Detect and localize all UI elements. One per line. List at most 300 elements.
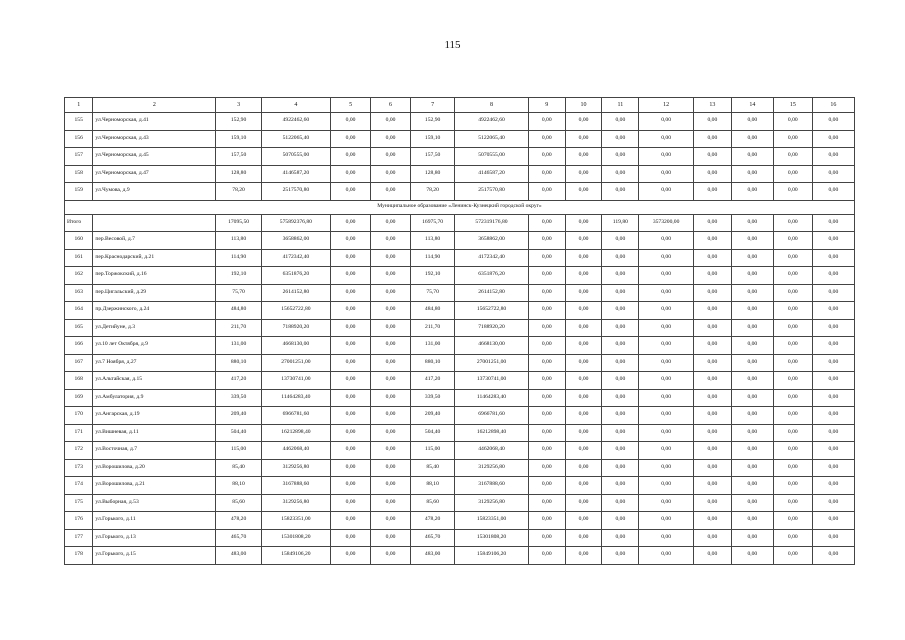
table-cell: 0,00 xyxy=(565,529,602,547)
table-cell: 15301808,20 xyxy=(455,529,529,547)
table-cell: 0,00 xyxy=(528,512,565,530)
table-cell: 0,00 xyxy=(773,459,812,477)
table-cell: 160 xyxy=(65,232,93,250)
table-cell: 0,00 xyxy=(331,214,371,232)
table-cell: 0,00 xyxy=(693,302,731,320)
table-cell: 6966781,60 xyxy=(455,407,529,425)
table-cell: 0,00 xyxy=(693,494,731,512)
table-cell: 0,00 xyxy=(331,130,371,148)
table-cell: 0,00 xyxy=(639,165,694,183)
address-cell: ул.7 Ноября, д.27 xyxy=(93,354,216,372)
table-cell: 8 xyxy=(455,98,529,113)
table-cell: 880,10 xyxy=(216,354,261,372)
table-cell: 0,00 xyxy=(693,512,731,530)
table-cell: 2517570,80 xyxy=(261,183,330,201)
table-cell: 0,00 xyxy=(528,494,565,512)
table-cell: 12 xyxy=(639,98,694,113)
table-cell: 0,00 xyxy=(731,113,773,131)
table-cell: 483,00 xyxy=(411,547,455,565)
table-cell: 0,00 xyxy=(565,113,602,131)
table-cell: 0,00 xyxy=(331,424,371,442)
table-cell: 0,00 xyxy=(812,424,854,442)
table-cell: 0,00 xyxy=(731,249,773,267)
address-cell: ул.Горького, д.11 xyxy=(93,512,216,530)
table-cell: 0,00 xyxy=(331,113,371,131)
table-cell: 0,00 xyxy=(731,354,773,372)
table-cell: 4462068,40 xyxy=(455,442,529,460)
table-cell: 880,10 xyxy=(411,354,455,372)
table-row xyxy=(65,232,855,250)
section-title: Муниципальное образование «Ленинск-Кузнецкий городской округ» xyxy=(65,200,855,214)
table-cell: 504,40 xyxy=(216,424,261,442)
table-cell: 156 xyxy=(65,130,93,148)
header-row xyxy=(65,98,855,113)
table-row xyxy=(65,442,855,460)
table-cell: 0,00 xyxy=(331,459,371,477)
table-cell: 0,00 xyxy=(693,113,731,131)
table-cell: 0,00 xyxy=(731,512,773,530)
table-cell: 0,00 xyxy=(371,183,411,201)
table-cell: 0,00 xyxy=(565,267,602,285)
table-cell: 173 xyxy=(65,459,93,477)
table-cell: 0,00 xyxy=(331,547,371,565)
table-cell: 78,20 xyxy=(216,183,261,201)
table-row xyxy=(65,354,855,372)
table-cell: 0,00 xyxy=(602,284,639,302)
table-cell: 0,00 xyxy=(371,442,411,460)
table-row xyxy=(65,284,855,302)
table-cell: 0,00 xyxy=(773,232,812,250)
page-number: 115 xyxy=(444,39,461,51)
table-cell: 0,00 xyxy=(693,232,731,250)
table-cell: 0,00 xyxy=(528,354,565,372)
table-cell: 0,00 xyxy=(693,267,731,285)
table-cell: 6351876,20 xyxy=(261,267,330,285)
table-cell: 0,00 xyxy=(528,407,565,425)
table-cell: Итого xyxy=(65,214,93,232)
table-row xyxy=(65,130,855,148)
table-cell: 0,00 xyxy=(565,459,602,477)
table-cell: 0,00 xyxy=(693,407,731,425)
table-cell: 0,00 xyxy=(371,319,411,337)
address-cell: ул.Вишневая, д.11 xyxy=(93,424,216,442)
address-cell: ул.Ангарская, д.19 xyxy=(93,407,216,425)
table-cell: 0,00 xyxy=(812,249,854,267)
address-cell: ул.Выборная, д.53 xyxy=(93,494,216,512)
table-cell: 417,20 xyxy=(216,372,261,390)
table-cell: 0,00 xyxy=(812,372,854,390)
table-cell: 0,00 xyxy=(773,130,812,148)
table-cell: 0,00 xyxy=(731,442,773,460)
table-cell: 0,00 xyxy=(528,130,565,148)
table-cell: 0,00 xyxy=(528,477,565,495)
table-cell: 88,10 xyxy=(411,477,455,495)
table-cell: 161 xyxy=(65,249,93,267)
table-cell: 171 xyxy=(65,424,93,442)
table-cell: 172 xyxy=(65,442,93,460)
address-cell: пер.Краснодарский, д.21 xyxy=(93,249,216,267)
table-cell: 0,00 xyxy=(693,442,731,460)
table-cell: 0,00 xyxy=(331,354,371,372)
table-cell: 0,00 xyxy=(773,183,812,201)
address-cell: ул.Восточная, д.7 xyxy=(93,442,216,460)
table-cell: 0,00 xyxy=(731,459,773,477)
table-cell: 0,00 xyxy=(602,319,639,337)
table-cell: 0,00 xyxy=(773,372,812,390)
table-cell: 0,00 xyxy=(812,113,854,131)
table-cell: 0,00 xyxy=(331,442,371,460)
table-cell: 166 xyxy=(65,337,93,355)
table-cell: 3658862,00 xyxy=(261,232,330,250)
table-cell: 0,00 xyxy=(812,529,854,547)
table-cell: 0,00 xyxy=(693,214,731,232)
table-cell: 575892376,80 xyxy=(261,214,330,232)
table-cell: 0,00 xyxy=(331,284,371,302)
table-cell: 159,10 xyxy=(411,130,455,148)
table-cell: 15823351,00 xyxy=(261,512,330,530)
table-cell: 0,00 xyxy=(528,424,565,442)
table-cell: 0,00 xyxy=(602,529,639,547)
table-cell: 0,00 xyxy=(331,407,371,425)
table-cell: 0,00 xyxy=(371,494,411,512)
table-cell: 162 xyxy=(65,267,93,285)
table-cell: 11 xyxy=(602,98,639,113)
table-cell: 2517570,80 xyxy=(455,183,529,201)
table-cell: 15652722,80 xyxy=(261,302,330,320)
table-cell: 0,00 xyxy=(371,529,411,547)
table-cell: 0,00 xyxy=(565,442,602,460)
table-cell: 0,00 xyxy=(812,232,854,250)
table-cell: 0,00 xyxy=(731,148,773,166)
table-cell: 157 xyxy=(65,148,93,166)
table-cell: 0,00 xyxy=(602,372,639,390)
table-cell: 0,00 xyxy=(602,547,639,565)
table-cell: 168 xyxy=(65,372,93,390)
table-cell: 4146587,20 xyxy=(455,165,529,183)
table-cell: 0,00 xyxy=(371,372,411,390)
table-cell: 0,00 xyxy=(773,249,812,267)
table-cell: 0,00 xyxy=(639,494,694,512)
table-row xyxy=(65,183,855,201)
table-cell: 0,00 xyxy=(693,389,731,407)
table-cell: 152,90 xyxy=(216,113,261,131)
table-cell: 7188920,20 xyxy=(455,319,529,337)
table-cell: 0,00 xyxy=(812,477,854,495)
table-cell: 0,00 xyxy=(773,113,812,131)
table-cell: 0,00 xyxy=(602,459,639,477)
table-cell: 0,00 xyxy=(565,494,602,512)
table-cell: 0,00 xyxy=(528,319,565,337)
table-cell: 0,00 xyxy=(693,148,731,166)
table-cell: 504,40 xyxy=(411,424,455,442)
table-cell: 163 xyxy=(65,284,93,302)
table-cell: 0,00 xyxy=(731,165,773,183)
table-cell: 0,00 xyxy=(528,547,565,565)
table-cell: 0,00 xyxy=(693,183,731,201)
table-cell: 0,00 xyxy=(602,477,639,495)
table-cell: 3129256,80 xyxy=(455,459,529,477)
table-cell: 0,00 xyxy=(565,214,602,232)
table-cell: 211,70 xyxy=(411,319,455,337)
table-cell: 159 xyxy=(65,183,93,201)
table-cell: 0,00 xyxy=(565,249,602,267)
table-cell: 16212898,40 xyxy=(455,424,529,442)
table-cell: 0,00 xyxy=(773,165,812,183)
table-cell: 0,00 xyxy=(528,302,565,320)
table-cell: 3658862,00 xyxy=(455,232,529,250)
table-cell: 0,00 xyxy=(773,284,812,302)
table-row xyxy=(65,337,855,355)
table-cell: 209,40 xyxy=(411,407,455,425)
table-cell: 0,00 xyxy=(331,183,371,201)
table-cell: 15301808,20 xyxy=(261,529,330,547)
table-cell: 0,00 xyxy=(731,407,773,425)
table-cell: 0,00 xyxy=(773,354,812,372)
total-row xyxy=(65,214,855,232)
table-cell: 0,00 xyxy=(693,372,731,390)
table-cell: 0,00 xyxy=(565,232,602,250)
table-cell: 114,90 xyxy=(216,249,261,267)
table-cell: 16975,70 xyxy=(411,214,455,232)
table-cell: 4146587,20 xyxy=(261,165,330,183)
table-row xyxy=(65,529,855,547)
table-cell: 85,60 xyxy=(216,494,261,512)
table-cell: 0,00 xyxy=(693,424,731,442)
table-cell: 3 xyxy=(216,98,261,113)
table-cell: 3129256,80 xyxy=(261,459,330,477)
table-cell: 2614152,80 xyxy=(261,284,330,302)
table-cell: 0,00 xyxy=(371,337,411,355)
table-cell: 0,00 xyxy=(812,148,854,166)
table-cell: 0,00 xyxy=(528,389,565,407)
table-cell: 11464283,40 xyxy=(455,389,529,407)
table-cell: 0,00 xyxy=(731,337,773,355)
table-cell: 0,00 xyxy=(331,319,371,337)
table-cell: 0,00 xyxy=(331,232,371,250)
table-cell: 483,00 xyxy=(216,547,261,565)
table-cell: 0,00 xyxy=(602,165,639,183)
table-cell: 0,00 xyxy=(371,113,411,131)
table-cell: 0,00 xyxy=(331,337,371,355)
address-cell xyxy=(93,214,216,232)
table-cell: 155 xyxy=(65,113,93,131)
address-cell: ул.10 лет Октября, д.9 xyxy=(93,337,216,355)
table-cell: 0,00 xyxy=(528,214,565,232)
table-cell: 0,00 xyxy=(371,407,411,425)
table-cell: 484,80 xyxy=(216,302,261,320)
address-cell: ул.Горького, д.15 xyxy=(93,547,216,565)
table-cell: 6966781,60 xyxy=(261,407,330,425)
table-cell: 0,00 xyxy=(812,214,854,232)
table-cell: 10 xyxy=(565,98,602,113)
address-cell: ул.Черноморская, д.47 xyxy=(93,165,216,183)
table-cell: 11464283,40 xyxy=(261,389,330,407)
register-table-body xyxy=(65,98,855,565)
table-cell: 0,00 xyxy=(693,284,731,302)
table-cell: 5122065,40 xyxy=(455,130,529,148)
table-cell: 0,00 xyxy=(331,372,371,390)
table-cell: 0,00 xyxy=(812,512,854,530)
table-cell: 2614152,80 xyxy=(455,284,529,302)
table-cell: 0,00 xyxy=(639,267,694,285)
table-cell: 0,00 xyxy=(639,183,694,201)
table-cell: 3129256,80 xyxy=(455,494,529,512)
table-cell: 0,00 xyxy=(773,512,812,530)
table-cell: 4462068,40 xyxy=(261,442,330,460)
table-cell: 0,00 xyxy=(565,424,602,442)
table-cell: 0,00 xyxy=(812,267,854,285)
table-cell: 0,00 xyxy=(565,302,602,320)
address-cell: ул.Чумова, д.9 xyxy=(93,183,216,201)
table-cell: 119,80 xyxy=(602,214,639,232)
address-cell: ул.Черноморская, д.43 xyxy=(93,130,216,148)
table-cell: 0,00 xyxy=(693,319,731,337)
table-cell: 0,00 xyxy=(371,302,411,320)
table-cell: 0,00 xyxy=(731,372,773,390)
address-cell: ул.Ворошилова, д.20 xyxy=(93,459,216,477)
table-cell: 0,00 xyxy=(731,267,773,285)
table-row xyxy=(65,512,855,530)
table-cell: 0,00 xyxy=(639,337,694,355)
table-cell: 0,00 xyxy=(371,232,411,250)
table-cell: 0,00 xyxy=(812,165,854,183)
table-cell: 164 xyxy=(65,302,93,320)
table-cell: 192,10 xyxy=(216,267,261,285)
table-cell: 0,00 xyxy=(602,130,639,148)
table-cell: 159,10 xyxy=(216,130,261,148)
section-row xyxy=(65,200,855,214)
table-cell: 15 xyxy=(773,98,812,113)
table-cell: 0,00 xyxy=(565,477,602,495)
table-cell: 13730741,00 xyxy=(455,372,529,390)
table-cell: 0,00 xyxy=(639,529,694,547)
table-cell: 0,00 xyxy=(773,407,812,425)
table-cell: 0,00 xyxy=(812,284,854,302)
table-cell: 0,00 xyxy=(602,424,639,442)
table-cell: 17095,50 xyxy=(216,214,261,232)
table-cell: 0,00 xyxy=(812,407,854,425)
table-cell: 0,00 xyxy=(773,267,812,285)
table-cell: 0,00 xyxy=(331,165,371,183)
table-cell: 0,00 xyxy=(731,284,773,302)
table-row xyxy=(65,113,855,131)
table-cell: 6351876,20 xyxy=(455,267,529,285)
table-cell: 114,90 xyxy=(411,249,455,267)
table-cell: 0,00 xyxy=(731,183,773,201)
table-cell: 339,50 xyxy=(216,389,261,407)
table-cell: 6 xyxy=(371,98,411,113)
table-cell: 484,80 xyxy=(411,302,455,320)
table-cell: 0,00 xyxy=(331,529,371,547)
table-cell: 211,70 xyxy=(216,319,261,337)
table-cell: 478,20 xyxy=(411,512,455,530)
table-cell: 88,10 xyxy=(216,477,261,495)
table-cell: 465,70 xyxy=(411,529,455,547)
table-cell: 0,00 xyxy=(371,267,411,285)
table-cell: 0,00 xyxy=(371,249,411,267)
table-cell: 176 xyxy=(65,512,93,530)
table-cell: 0,00 xyxy=(812,183,854,201)
table-cell: 0,00 xyxy=(371,148,411,166)
table-cell: 15823351,00 xyxy=(455,512,529,530)
table-cell: 131,00 xyxy=(411,337,455,355)
table-cell: 0,00 xyxy=(639,547,694,565)
table-row xyxy=(65,249,855,267)
table-cell: 0,00 xyxy=(528,459,565,477)
table-cell: 0,00 xyxy=(693,529,731,547)
table-cell: 75,70 xyxy=(411,284,455,302)
table-cell: 0,00 xyxy=(773,529,812,547)
table-cell: 0,00 xyxy=(602,232,639,250)
table-cell: 128,80 xyxy=(216,165,261,183)
table-cell: 15849106,20 xyxy=(261,547,330,565)
table-cell: 15652722,80 xyxy=(455,302,529,320)
table-cell: 165 xyxy=(65,319,93,337)
table-cell: 0,00 xyxy=(731,494,773,512)
table-cell: 0,00 xyxy=(331,249,371,267)
table-row xyxy=(65,459,855,477)
table-cell: 177 xyxy=(65,529,93,547)
table-cell: 0,00 xyxy=(812,547,854,565)
table-cell: 5122065,40 xyxy=(261,130,330,148)
table-cell: 0,00 xyxy=(602,148,639,166)
table-cell: 0,00 xyxy=(331,477,371,495)
table-row xyxy=(65,407,855,425)
table-cell: 0,00 xyxy=(528,113,565,131)
table-cell: 115,00 xyxy=(411,442,455,460)
table-cell: 0,00 xyxy=(528,267,565,285)
table-cell: 0,00 xyxy=(773,424,812,442)
table-cell: 0,00 xyxy=(331,302,371,320)
table-cell: 0,00 xyxy=(528,232,565,250)
address-cell: ул.Детийуне, д.3 xyxy=(93,319,216,337)
table-cell: 0,00 xyxy=(371,165,411,183)
table-cell: 5 xyxy=(331,98,371,113)
table-cell: 0,00 xyxy=(565,337,602,355)
table-cell: 417,20 xyxy=(411,372,455,390)
table-cell: 0,00 xyxy=(528,337,565,355)
table-cell: 0,00 xyxy=(693,337,731,355)
table-cell: 0,00 xyxy=(639,148,694,166)
table-cell: 0,00 xyxy=(773,337,812,355)
table-cell: 0,00 xyxy=(565,547,602,565)
table-cell: 157,50 xyxy=(411,148,455,166)
table-cell: 85,60 xyxy=(411,494,455,512)
table-cell: 0,00 xyxy=(693,547,731,565)
register-table xyxy=(64,97,855,565)
table-cell: 0,00 xyxy=(773,389,812,407)
table-cell: 0,00 xyxy=(639,389,694,407)
table-cell: 209,40 xyxy=(216,407,261,425)
table-cell: 27001251,00 xyxy=(455,354,529,372)
table-cell: 192,10 xyxy=(411,267,455,285)
table-cell: 7 xyxy=(411,98,455,113)
table-cell: 0,00 xyxy=(639,284,694,302)
table-cell: 0,00 xyxy=(371,512,411,530)
table-cell: 0,00 xyxy=(731,424,773,442)
table-cell: 0,00 xyxy=(731,232,773,250)
table-cell: 0,00 xyxy=(371,424,411,442)
table-cell: 0,00 xyxy=(639,302,694,320)
table-cell: 0,00 xyxy=(528,442,565,460)
table-cell: 0,00 xyxy=(812,389,854,407)
table-cell: 4 xyxy=(261,98,330,113)
table-cell: 4922462,60 xyxy=(455,113,529,131)
table-cell: 0,00 xyxy=(639,130,694,148)
table-cell: 5070555,00 xyxy=(455,148,529,166)
table-cell: 0,00 xyxy=(602,337,639,355)
address-cell: ул.Черноморская, д.41 xyxy=(93,113,216,131)
